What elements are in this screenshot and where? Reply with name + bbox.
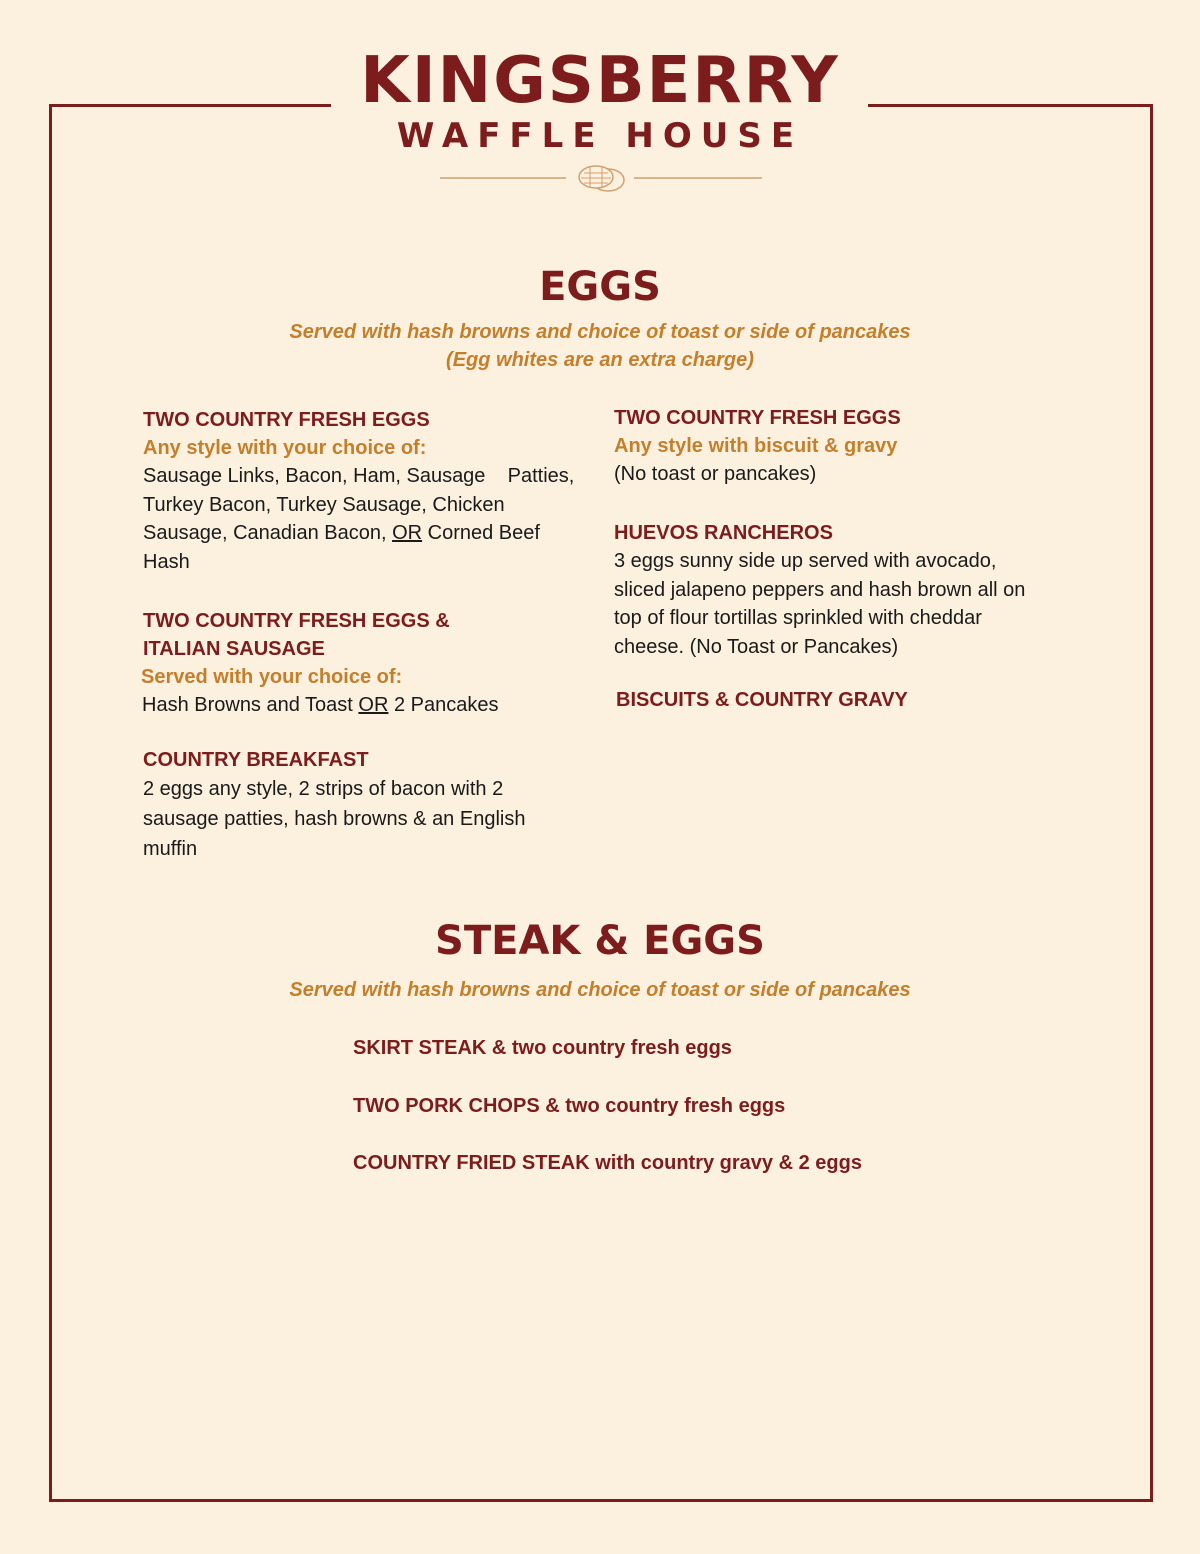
item-description: Hash Browns and Toast OR 2 Pancakes	[142, 694, 499, 716]
item-option: Served with your choice of:	[141, 666, 403, 688]
item-description: cheese. (No Toast or Pancakes)	[614, 635, 899, 658]
item-description: sliced jalapeno peppers and hash brown all on	[614, 578, 1026, 601]
menu-item-huevos-rancheros	[614, 519, 1025, 661]
item-description: Sausage Links, Bacon, Ham, Sausage Patties,	[143, 465, 575, 487]
item-description: (No toast or pancakes)	[614, 463, 817, 485]
item-description: 2 eggs any style, 2 strips of bacon with 2	[143, 778, 504, 800]
item-name: TWO COUNTRY FRESH EGGS	[143, 409, 430, 431]
item-name: TWO COUNTRY FRESH EGGS &	[143, 610, 450, 632]
menu-item-biscuits-gravy	[616, 686, 908, 714]
item-description: Turkey Bacon, Turkey Sausage, Chicken	[143, 493, 505, 516]
menu-item-eggs-italian-sausage	[143, 607, 499, 720]
item-option: Any style with your choice of:	[143, 437, 427, 459]
eggs-note-egg-whites: (Egg whites are an extra charge)	[446, 349, 754, 371]
item-name: ITALIAN SAUSAGE	[143, 638, 325, 660]
brand-subtitle: WAFFLE HOUSE	[396, 116, 804, 156]
item-name: TWO COUNTRY FRESH EGGS	[614, 407, 901, 429]
menu-item-pork-chops: TWO PORK CHOPS & two country fresh eggs	[353, 1095, 786, 1117]
menu-item-eggs-biscuit-gravy	[614, 404, 901, 489]
menu-item-two-eggs-choice	[143, 406, 574, 576]
eggs-note: Served with hash browns and choice of toast or side of pancakes	[289, 321, 911, 343]
item-description: top of flour tortillas sprinkled with cheddar	[614, 607, 982, 629]
steak-note: Served with hash browns and choice of toast or side of pancakes	[289, 979, 911, 1001]
brand-name: KINGSBERRY	[360, 44, 840, 118]
item-name: COUNTRY BREAKFAST	[143, 749, 369, 771]
item-description: 3 eggs sunny side up served with avocado,	[614, 550, 997, 572]
steak-title: STEAK & EGGS	[435, 918, 765, 964]
menu-item-country-breakfast	[143, 746, 525, 864]
eggs-title: EGGS	[539, 264, 661, 310]
item-name: HUEVOS RANCHEROS	[614, 522, 833, 544]
waffle-ornament-icon	[440, 162, 762, 196]
item-description: Sausage, Canadian Bacon, OR Corned Beef	[143, 522, 540, 544]
item-name: BISCUITS & COUNTRY GRAVY	[616, 689, 908, 711]
item-description: muffin	[143, 838, 198, 860]
item-option: Any style with biscuit & gravy	[614, 435, 898, 457]
item-description: sausage patties, hash browns & an English	[143, 808, 526, 830]
menu-item-country-fried-steak: COUNTRY FRIED STEAK with country gravy & 2 eggs	[353, 1152, 862, 1174]
menu-item-skirt-steak: SKIRT STEAK & two country fresh eggs	[353, 1037, 732, 1059]
item-description: Hash	[143, 550, 190, 573]
